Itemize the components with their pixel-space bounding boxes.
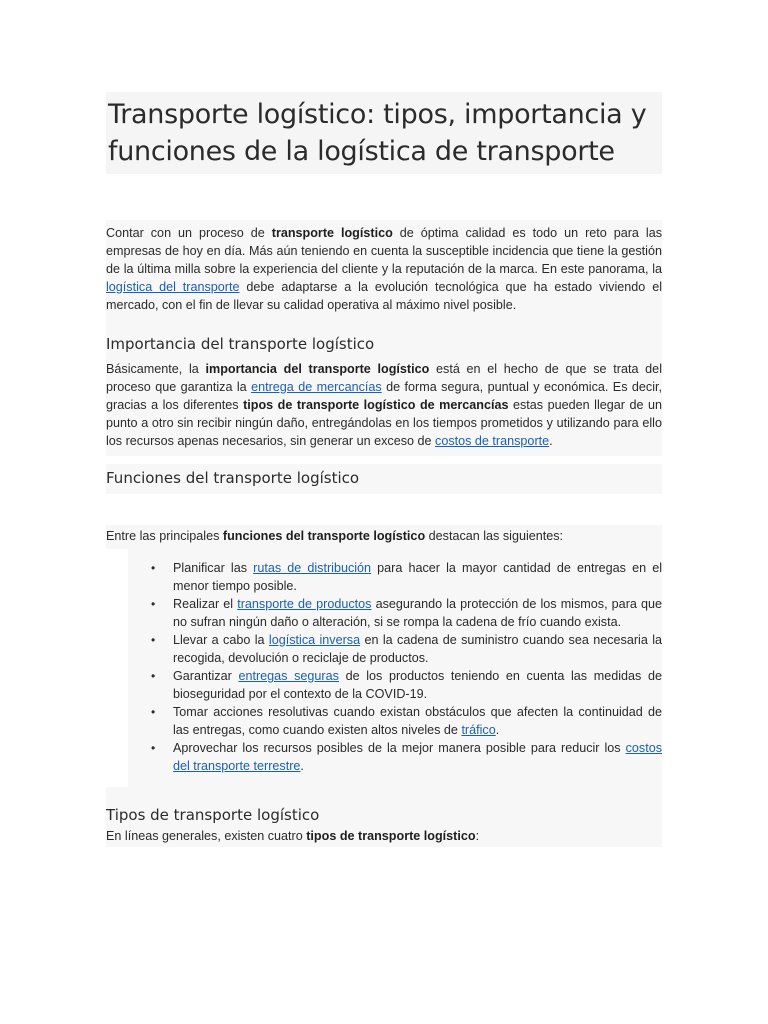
intro-paragraph: [106, 224, 662, 314]
text-run: Realizar el: [173, 597, 238, 611]
text-run: Llevar a cabo la: [173, 633, 269, 647]
text-run: estas pueden llegar de un punto a otro sin recibir ningún daño, entregándolas en los tiempos prometidos y utilizando para ello los recursos apenas necesarios, sin generar un exceso de: [106, 398, 662, 448]
list-item: [151, 667, 662, 703]
list-item: [151, 595, 663, 631]
tipos-paragraph: [106, 827, 662, 845]
link-transporte-de-productos[interactable]: transporte de productos: [237, 597, 372, 611]
text-run: de óptima calidad es todo un reto para las empresas de hoy en día. Más aún teniendo en cuenta la susceptible incidencia que tiene la gestión de la última milla sobre la experiencia del cliente y la reputación de la marca. En este panorama, la: [106, 226, 662, 276]
link-rutas-de-distribucion[interactable]: rutas de distribución: [253, 561, 372, 575]
funciones-intro: [106, 527, 662, 545]
link-entrega-de-mercancias[interactable]: entrega de mercancías: [251, 380, 382, 394]
bold-text: tipos de transporte logístico de mercancías: [243, 398, 509, 412]
heading-importancia: Importancia del transporte logístico: [106, 335, 375, 353]
text-run: asegurando la protección de los mismos, para que no sufran ningún daño o alteración, si se rompa la cadena de frío cuando exista.: [173, 597, 663, 629]
link-costos-del-transporte-terrestre[interactable]: costos del transporte terrestre: [173, 741, 662, 773]
funciones-list: [128, 559, 662, 783]
list-item: [151, 631, 662, 667]
title-block: [106, 92, 662, 174]
document-page: [106, 92, 662, 847]
text-run: Planificar las: [173, 561, 254, 575]
text-run: para hacer la mayor cantidad de entregas en el menor tiempo posible.: [173, 561, 662, 593]
page-title: Transporte logístico: tipos, importancia y funciones de la logística de transporte: [108, 99, 647, 167]
bold-text: transporte logístico: [271, 226, 393, 240]
text-run: en la cadena de suministro cuando sea necesaria la recogida, devolución o reciclaje de productos.: [173, 633, 662, 665]
text-run: está en el hecho de que se trata del proceso que garantiza la: [106, 362, 662, 394]
link-entregas-seguras[interactable]: entregas seguras: [238, 669, 339, 683]
text-run: .: [300, 759, 304, 773]
link-trafico[interactable]: tráfico: [461, 723, 496, 737]
text-run: .: [549, 434, 553, 448]
intro-paragraph-block: [106, 220, 662, 320]
funciones-intro-block: [106, 525, 662, 549]
section-tipos: [106, 787, 662, 847]
text-run: Básicamente, la: [106, 362, 206, 376]
link-costos-de-transporte[interactable]: costos de transporte: [435, 434, 550, 448]
bullet-icon: •: [151, 597, 156, 611]
heading-funciones: Funciones del transporte logístico: [106, 469, 360, 487]
link-logistica-inversa[interactable]: logística inversa: [268, 633, 361, 647]
importancia-paragraph: [106, 360, 662, 450]
text-run: Garantizar: [173, 669, 239, 683]
funciones-list-block: [128, 549, 662, 787]
text-run: debe adaptarse a la evolución tecnológica que ha estado viviendo el mercado, con el fin de llevar su calidad operativa al máximo nivel posible.: [106, 280, 662, 312]
link-logistica-del-transporte[interactable]: logística del transporte: [106, 280, 240, 294]
bullet-icon: •: [151, 669, 156, 683]
text-run: :: [475, 829, 480, 843]
bold-text: importancia del transporte logístico: [205, 362, 430, 376]
heading-tipos: Tipos de transporte logístico: [106, 806, 320, 824]
list-item: [151, 559, 662, 595]
section-importancia: [106, 320, 662, 456]
list-item: [151, 703, 662, 739]
text-run: destacan las siguientes:: [425, 529, 564, 543]
bold-text: tipos de transporte logístico: [306, 829, 476, 843]
bullet-icon: •: [151, 633, 156, 647]
section-funciones-heading: [106, 464, 662, 494]
bullet-icon: •: [151, 705, 156, 719]
text-run: de los productos teniendo en cuenta las medidas de bioseguridad por el contexto de la COVID-19.: [173, 669, 662, 701]
list-item: [151, 739, 662, 775]
text-run: de forma segura, puntual y económica. Es decir, gracias a los diferentes: [106, 380, 663, 412]
bold-text: funciones del transporte logístico: [222, 529, 426, 543]
text-run: Entre las principales: [106, 529, 223, 543]
text-run: .: [495, 723, 500, 737]
text-run: Contar con un proceso de: [106, 226, 272, 240]
bullet-icon: •: [151, 741, 156, 755]
text-run: En líneas generales, existen cuatro: [106, 829, 307, 843]
bullet-icon: •: [151, 561, 156, 575]
text-run: Aprovechar los recursos posibles de la mejor manera posible para reducir los: [173, 741, 626, 755]
text-run: Tomar acciones resolutivas cuando existan obstáculos que afecten la continuidad de las entregas, como cuando existen altos niveles de: [173, 705, 662, 737]
